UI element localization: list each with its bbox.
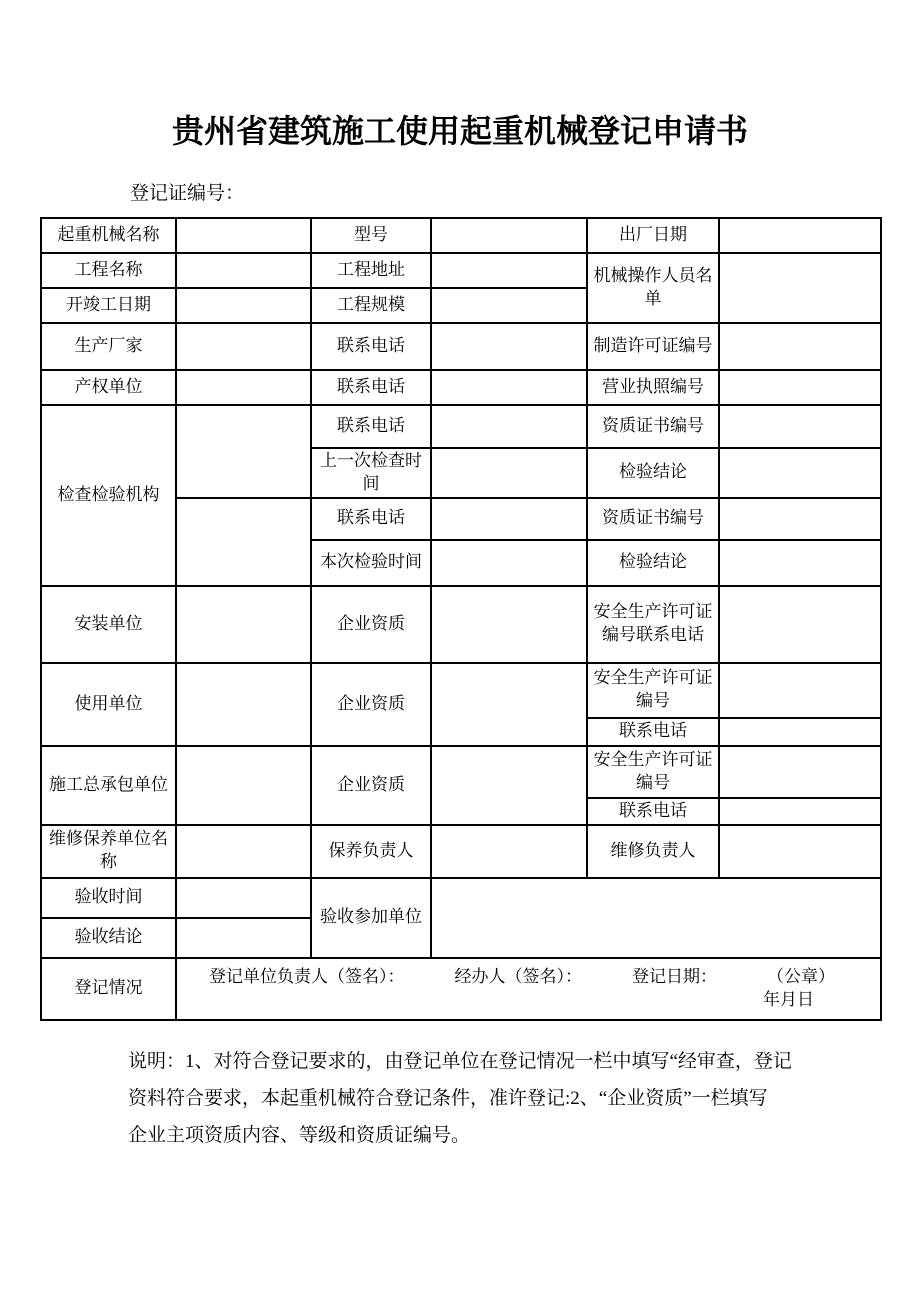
label-acceptance-time: 验收时间 xyxy=(41,878,176,918)
field-inspection-phone-1[interactable] xyxy=(431,405,587,448)
label-owner-phone: 联系电话 xyxy=(311,370,431,405)
label-qualification-cert-1: 资质证书编号 xyxy=(587,405,719,448)
label-contractor-safety-license: 安全生产许可证编号 xyxy=(587,746,719,798)
label-last-inspection-time: 上一次检查时间 xyxy=(311,448,431,498)
seal-label: （公章） xyxy=(767,966,835,986)
field-inspection-org-1[interactable] xyxy=(176,405,311,498)
field-project-address[interactable] xyxy=(431,253,587,288)
label-general-contractor: 施工总承包单位 xyxy=(41,746,176,825)
field-start-end-date[interactable] xyxy=(176,288,311,323)
field-qualification-cert-1[interactable] xyxy=(719,405,881,448)
label-use-qualification: 企业资质 xyxy=(311,663,431,746)
field-manufacture-license[interactable] xyxy=(719,323,881,370)
field-repair-manager[interactable] xyxy=(719,825,881,878)
label-use-phone: 联系电话 xyxy=(587,718,719,746)
field-manufacturer-phone[interactable] xyxy=(431,323,587,370)
field-project-scale[interactable] xyxy=(431,288,587,323)
field-project-name[interactable] xyxy=(176,253,311,288)
label-use-safety-license: 安全生产许可证编号 xyxy=(587,663,719,718)
label-start-end-date: 开竣工日期 xyxy=(41,288,176,323)
field-install-safety-license-phone[interactable] xyxy=(719,586,881,663)
field-contractor-phone[interactable] xyxy=(719,798,881,825)
label-contractor-phone: 联系电话 xyxy=(587,798,719,825)
label-repair-manager: 维修负责人 xyxy=(587,825,719,878)
field-use-phone[interactable] xyxy=(719,718,881,746)
note-line-2: 资料符合要求，本起重机械符合登记条件，准许登记:2、“企业资质”一栏填写 xyxy=(128,1087,768,1109)
label-crane-name: 起重机械名称 xyxy=(41,218,176,253)
note-line-1: 说明：1、对符合登记要求的，由登记单位在登记情况一栏中填写“经审查，登记 xyxy=(128,1050,792,1072)
label-maintenance-unit: 维修保养单位名称 xyxy=(41,825,176,878)
field-use-unit[interactable] xyxy=(176,663,311,746)
field-business-license[interactable] xyxy=(719,370,881,405)
label-install-qualification: 企业资质 xyxy=(311,586,431,663)
label-install-safety-license-phone: 安全生产许可证编号联系电话 xyxy=(587,586,719,663)
note-line-3: 企业主项资质内容、等级和资质证编号。 xyxy=(128,1124,471,1146)
field-qualification-cert-2[interactable] xyxy=(719,498,881,540)
field-operators[interactable] xyxy=(719,253,881,323)
field-acceptance-conclusion[interactable] xyxy=(176,918,311,958)
field-contractor-safety-license[interactable] xyxy=(719,746,881,798)
field-owner-unit[interactable] xyxy=(176,370,311,405)
label-manufacturer: 生产厂家 xyxy=(41,323,176,370)
field-install-unit[interactable] xyxy=(176,586,311,663)
field-inspection-conclusion-1[interactable] xyxy=(719,448,881,498)
label-acceptance-conclusion: 验收结论 xyxy=(41,918,176,958)
label-inspection-org: 检查检验机构 xyxy=(41,405,176,586)
field-model[interactable] xyxy=(431,218,587,253)
page-title: 贵州省建筑施工使用起重机械登记申请书 xyxy=(171,113,748,149)
label-qualification-cert-2: 资质证书编号 xyxy=(587,498,719,540)
sign-owner-label: 登记单位负责人（签名）： xyxy=(209,966,405,986)
label-inspection-phone-2: 联系电话 xyxy=(311,498,431,540)
instructions-note xyxy=(128,1043,920,1154)
field-inspection-org-2[interactable] xyxy=(176,498,311,586)
field-contractor-qualification[interactable] xyxy=(431,746,587,825)
label-model: 型号 xyxy=(311,218,431,253)
label-owner-unit: 产权单位 xyxy=(41,370,176,405)
field-use-safety-license[interactable] xyxy=(719,663,881,718)
field-factory-date[interactable] xyxy=(719,218,881,253)
registration-form-table xyxy=(40,217,882,1021)
field-acceptance-units[interactable] xyxy=(431,878,881,958)
label-factory-date: 出厂日期 xyxy=(587,218,719,253)
date-ymd-label: 年月日 xyxy=(763,989,814,1009)
registration-number-label: 登记证编号： xyxy=(130,183,245,204)
registration-status-cell[interactable] xyxy=(176,958,881,1020)
field-use-qualification[interactable] xyxy=(431,663,587,746)
field-inspection-conclusion-2[interactable] xyxy=(719,540,881,586)
label-use-unit: 使用单位 xyxy=(41,663,176,746)
field-manufacturer[interactable] xyxy=(176,323,311,370)
field-inspection-phone-2[interactable] xyxy=(431,498,587,540)
label-inspection-conclusion-1: 检验结论 xyxy=(587,448,719,498)
label-contractor-qualification: 企业资质 xyxy=(311,746,431,825)
label-operators: 机械操作人员名单 xyxy=(587,253,719,323)
field-install-qualification[interactable] xyxy=(431,586,587,663)
label-manufacture-license: 制造许可证编号 xyxy=(587,323,719,370)
field-crane-name[interactable] xyxy=(176,218,311,253)
label-install-unit: 安装单位 xyxy=(41,586,176,663)
field-this-inspection-time[interactable] xyxy=(431,540,587,586)
field-general-contractor[interactable] xyxy=(176,746,311,825)
field-acceptance-time[interactable] xyxy=(176,878,311,918)
field-last-inspection-time[interactable] xyxy=(431,448,587,498)
field-owner-phone[interactable] xyxy=(431,370,587,405)
label-project-address: 工程地址 xyxy=(311,253,431,288)
label-project-scale: 工程规模 xyxy=(311,288,431,323)
field-care-manager[interactable] xyxy=(431,825,587,878)
label-registration-status: 登记情况 xyxy=(41,958,176,1020)
label-project-name: 工程名称 xyxy=(41,253,176,288)
label-acceptance-units: 验收参加单位 xyxy=(311,878,431,958)
sign-date-label: 登记日期： xyxy=(632,966,717,986)
sign-handler-label: 经办人（签名）： xyxy=(454,966,582,986)
field-maintenance-unit[interactable] xyxy=(176,825,311,878)
label-manufacturer-phone: 联系电话 xyxy=(311,323,431,370)
label-care-manager: 保养负责人 xyxy=(311,825,431,878)
label-business-license: 营业执照编号 xyxy=(587,370,719,405)
label-this-inspection-time: 本次检验时间 xyxy=(311,540,431,586)
label-inspection-phone-1: 联系电话 xyxy=(311,405,431,448)
signature-line xyxy=(179,966,878,989)
label-inspection-conclusion-2: 检验结论 xyxy=(587,540,719,586)
